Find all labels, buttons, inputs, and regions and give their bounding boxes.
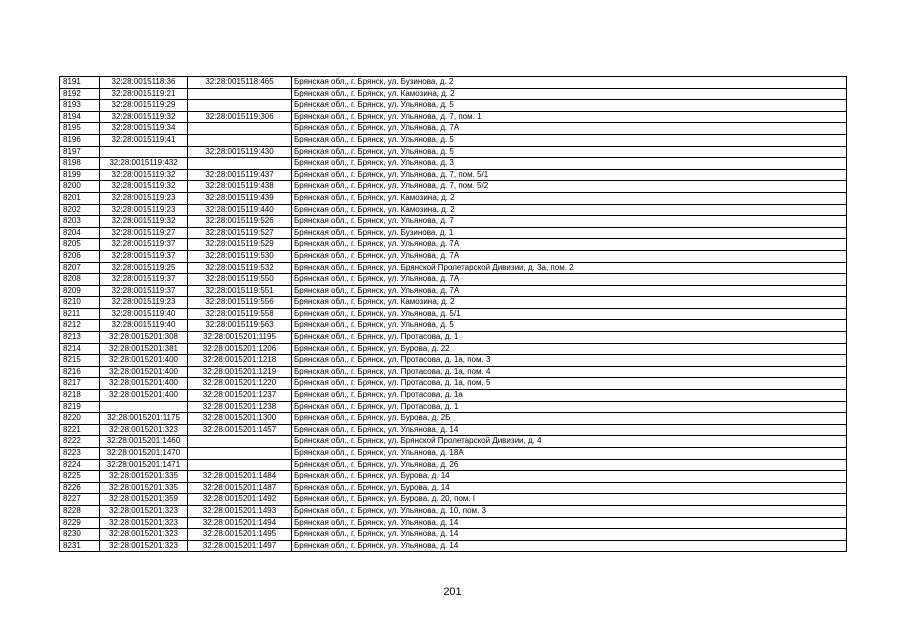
table-row bbox=[60, 471, 847, 483]
table-row bbox=[60, 424, 847, 436]
row-number-cell: 8209 bbox=[60, 285, 100, 297]
land-cadastral-number-cell: 32:28:0015119:37 bbox=[100, 285, 188, 297]
row-number-cell: 8196 bbox=[60, 134, 100, 146]
object-cadastral-number-cell: 32:28:0015119:306 bbox=[188, 111, 292, 123]
row-number-cell: 8201 bbox=[60, 192, 100, 204]
row-number-cell: 8226 bbox=[60, 482, 100, 494]
land-cadastral-number-cell: 32:28:0015201:1471 bbox=[100, 459, 188, 471]
row-number-cell: 8227 bbox=[60, 494, 100, 506]
object-cadastral-number-cell: 32:28:0015119:558 bbox=[188, 308, 292, 320]
land-cadastral-number-cell: 32:28:0015201:1460 bbox=[100, 436, 188, 448]
land-cadastral-number-cell: 32:28:0015201:323 bbox=[100, 517, 188, 529]
object-cadastral-number-cell: 32:28:0015201:1497 bbox=[188, 540, 292, 552]
object-cadastral-number-cell: 32:28:0015201:1484 bbox=[188, 471, 292, 483]
address-cell: Брянская обл., г. Брянск, ул. Ульянова, д. 14 bbox=[292, 529, 847, 541]
registry-table-body bbox=[60, 77, 847, 552]
address-cell: Брянская обл., г. Брянск, ул. Протасова, д. 1а bbox=[292, 390, 847, 402]
land-cadastral-number-cell: 32:28:0015201:400 bbox=[100, 378, 188, 390]
table-row bbox=[60, 146, 847, 158]
row-number-cell: 8222 bbox=[60, 436, 100, 448]
object-cadastral-number-cell: 32:28:0015118:465 bbox=[188, 77, 292, 89]
object-cadastral-number-cell: 32:28:0015201:1487 bbox=[188, 482, 292, 494]
object-cadastral-number-cell: 32:28:0015119:563 bbox=[188, 320, 292, 332]
address-cell: Брянская обл., г. Брянск, ул. Ульянова, д. 7, пом. 1 bbox=[292, 111, 847, 123]
object-cadastral-number-cell: 32:28:0015201:1300 bbox=[188, 413, 292, 425]
address-cell: Брянская обл., г. Брянск, ул. Протасова, д. 1а, пом. 4 bbox=[292, 366, 847, 378]
object-cadastral-number-cell bbox=[188, 123, 292, 135]
object-cadastral-number-cell: 32:28:0015201:1494 bbox=[188, 517, 292, 529]
object-cadastral-number-cell bbox=[188, 158, 292, 170]
object-cadastral-number-cell: 32:28:0015119:437 bbox=[188, 169, 292, 181]
row-number-cell: 8223 bbox=[60, 448, 100, 460]
land-cadastral-number-cell: 32:28:0015201:335 bbox=[100, 471, 188, 483]
address-cell: Брянская обл., г. Брянск, ул. Ульянова, д. 7 bbox=[292, 216, 847, 228]
table-row bbox=[60, 540, 847, 552]
address-cell: Брянская обл., г. Брянск, ул. Протасова, д. 1а, пом. 5 bbox=[292, 378, 847, 390]
table-row bbox=[60, 181, 847, 193]
land-cadastral-number-cell bbox=[100, 146, 188, 158]
table-row bbox=[60, 482, 847, 494]
table-row bbox=[60, 274, 847, 286]
row-number-cell: 8195 bbox=[60, 123, 100, 135]
address-cell: Брянская обл., г. Брянск, ул. Ульянова, д. 5 bbox=[292, 134, 847, 146]
row-number-cell: 8206 bbox=[60, 250, 100, 262]
row-number-cell: 8217 bbox=[60, 378, 100, 390]
land-cadastral-number-cell: 32:28:0015119:37 bbox=[100, 250, 188, 262]
address-cell: Брянская обл., г. Брянск, ул. Ульянова, д. 7А bbox=[292, 285, 847, 297]
registry-table bbox=[59, 76, 847, 552]
row-number-cell: 8225 bbox=[60, 471, 100, 483]
object-cadastral-number-cell: 32:28:0015201:1237 bbox=[188, 390, 292, 402]
land-cadastral-number-cell: 32:28:0015201:335 bbox=[100, 482, 188, 494]
table-row bbox=[60, 285, 847, 297]
land-cadastral-number-cell bbox=[100, 401, 188, 413]
table-row bbox=[60, 216, 847, 228]
land-cadastral-number-cell: 32:28:0015119:40 bbox=[100, 308, 188, 320]
table-row bbox=[60, 88, 847, 100]
object-cadastral-number-cell: 32:28:0015119:439 bbox=[188, 192, 292, 204]
land-cadastral-number-cell: 32:28:0015119:41 bbox=[100, 134, 188, 146]
table-row bbox=[60, 378, 847, 390]
row-number-cell: 8211 bbox=[60, 308, 100, 320]
address-cell: Брянская обл., г. Брянск, ул. Бурова, д. 22 bbox=[292, 343, 847, 355]
land-cadastral-number-cell: 32:28:0015201:308 bbox=[100, 332, 188, 344]
row-number-cell: 8218 bbox=[60, 390, 100, 402]
object-cadastral-number-cell: 32:28:0015119:556 bbox=[188, 297, 292, 309]
address-cell: Брянская обл., г. Брянск, ул. Брянской Пролетарской Дивизии, д. 4 bbox=[292, 436, 847, 448]
table-row bbox=[60, 297, 847, 309]
address-cell: Брянская обл., г. Брянск, ул. Бурова, д. 2Б bbox=[292, 413, 847, 425]
address-cell: Брянская обл., г. Брянск, ул. Ульянова, д. 18А bbox=[292, 448, 847, 460]
table-row bbox=[60, 262, 847, 274]
object-cadastral-number-cell: 32:28:0015119:526 bbox=[188, 216, 292, 228]
row-number-cell: 8194 bbox=[60, 111, 100, 123]
address-cell: Брянская обл., г. Брянск, ул. Протасова, д. 1 bbox=[292, 332, 847, 344]
address-cell: Брянская обл., г. Брянск, ул. Брянской Пролетарской Дивизии, д. 3а, пом. 2 bbox=[292, 262, 847, 274]
land-cadastral-number-cell: 32:28:0015119:27 bbox=[100, 227, 188, 239]
address-cell: Брянская обл., г. Брянск, ул. Ульянова, д. 5 bbox=[292, 320, 847, 332]
object-cadastral-number-cell: 32:28:0015201:1493 bbox=[188, 505, 292, 517]
land-cadastral-number-cell: 32:28:0015119:25 bbox=[100, 262, 188, 274]
address-cell: Брянская обл., г. Брянск, ул. Бурова, д. 14 bbox=[292, 482, 847, 494]
table-row bbox=[60, 169, 847, 181]
address-cell: Брянская обл., г. Брянск, ул. Ульянова, д. 14 bbox=[292, 424, 847, 436]
object-cadastral-number-cell: 32:28:0015119:551 bbox=[188, 285, 292, 297]
object-cadastral-number-cell: 32:28:0015119:530 bbox=[188, 250, 292, 262]
page-number: 201 bbox=[443, 586, 462, 598]
table-row bbox=[60, 355, 847, 367]
address-cell: Брянская обл., г. Брянск, ул. Бурова, д. 14 bbox=[292, 471, 847, 483]
table-row bbox=[60, 77, 847, 89]
address-cell: Брянская обл., г. Брянск, ул. Ульянова, д. 10, пом. 3 bbox=[292, 505, 847, 517]
address-cell: Брянская обл., г. Брянск, ул. Камозина, д. 2 bbox=[292, 192, 847, 204]
row-number-cell: 8191 bbox=[60, 77, 100, 89]
row-number-cell: 8202 bbox=[60, 204, 100, 216]
row-number-cell: 8197 bbox=[60, 146, 100, 158]
address-cell: Брянская обл., г. Брянск, ул. Ульянова, д. 7, пом. 5/2 bbox=[292, 181, 847, 193]
row-number-cell: 8208 bbox=[60, 274, 100, 286]
table-row bbox=[60, 134, 847, 146]
object-cadastral-number-cell: 32:28:0015119:430 bbox=[188, 146, 292, 158]
row-number-cell: 8214 bbox=[60, 343, 100, 355]
address-cell: Брянская обл., г. Брянск, ул. Ульянова, д. 14 bbox=[292, 517, 847, 529]
address-cell: Брянская обл., г. Брянск, ул. Бурова, д. 20, пом. I bbox=[292, 494, 847, 506]
table-row bbox=[60, 111, 847, 123]
object-cadastral-number-cell: 32:28:0015119:532 bbox=[188, 262, 292, 274]
object-cadastral-number-cell bbox=[188, 100, 292, 112]
table-row bbox=[60, 448, 847, 460]
object-cadastral-number-cell: 32:28:0015119:438 bbox=[188, 181, 292, 193]
row-number-cell: 8219 bbox=[60, 401, 100, 413]
address-cell: Брянская обл., г. Брянск, ул. Ульянова, д. 7А bbox=[292, 274, 847, 286]
object-cadastral-number-cell: 32:28:0015119:440 bbox=[188, 204, 292, 216]
land-cadastral-number-cell: 32:28:0015201:1175 bbox=[100, 413, 188, 425]
object-cadastral-number-cell bbox=[188, 134, 292, 146]
table-row bbox=[60, 308, 847, 320]
address-cell: Брянская обл., г. Брянск, ул. Камозина, д. 2 bbox=[292, 297, 847, 309]
table-row bbox=[60, 239, 847, 251]
table-row bbox=[60, 529, 847, 541]
land-cadastral-number-cell: 32:28:0015201:1470 bbox=[100, 448, 188, 460]
table-row bbox=[60, 413, 847, 425]
address-cell: Брянская обл., г. Брянск, ул. Ульянова, д. 5 bbox=[292, 146, 847, 158]
address-cell: Брянская обл., г. Брянск, ул. Ульянова, д. 3 bbox=[292, 158, 847, 170]
address-cell: Брянская обл., г. Брянск, ул. Бузинова, д. 2 bbox=[292, 77, 847, 89]
object-cadastral-number-cell: 32:28:0015201:1219 bbox=[188, 366, 292, 378]
land-cadastral-number-cell: 32:28:0015119:21 bbox=[100, 88, 188, 100]
land-cadastral-number-cell: 32:28:0015119:23 bbox=[100, 297, 188, 309]
land-cadastral-number-cell: 32:28:0015201:400 bbox=[100, 390, 188, 402]
land-cadastral-number-cell: 32:28:0015119:23 bbox=[100, 192, 188, 204]
land-cadastral-number-cell: 32:28:0015118:36 bbox=[100, 77, 188, 89]
object-cadastral-number-cell: 32:28:0015201:1195 bbox=[188, 332, 292, 344]
address-cell: Брянская обл., г. Брянск, ул. Ульянова, д. 7, пом. 5/1 bbox=[292, 169, 847, 181]
table-row bbox=[60, 227, 847, 239]
row-number-cell: 8230 bbox=[60, 529, 100, 541]
object-cadastral-number-cell bbox=[188, 436, 292, 448]
table-row bbox=[60, 158, 847, 170]
object-cadastral-number-cell: 32:28:0015119:529 bbox=[188, 239, 292, 251]
address-cell: Брянская обл., г. Брянск, ул. Ульянова, д. 7А bbox=[292, 239, 847, 251]
land-cadastral-number-cell: 32:28:0015119:34 bbox=[100, 123, 188, 135]
row-number-cell: 8215 bbox=[60, 355, 100, 367]
land-cadastral-number-cell: 32:28:0015119:29 bbox=[100, 100, 188, 112]
row-number-cell: 8198 bbox=[60, 158, 100, 170]
table-row bbox=[60, 332, 847, 344]
row-number-cell: 8229 bbox=[60, 517, 100, 529]
row-number-cell: 8221 bbox=[60, 424, 100, 436]
row-number-cell: 8220 bbox=[60, 413, 100, 425]
object-cadastral-number-cell bbox=[188, 88, 292, 100]
row-number-cell: 8231 bbox=[60, 540, 100, 552]
land-cadastral-number-cell: 32:28:0015201:381 bbox=[100, 343, 188, 355]
object-cadastral-number-cell: 32:28:0015119:527 bbox=[188, 227, 292, 239]
object-cadastral-number-cell: 32:28:0015201:1218 bbox=[188, 355, 292, 367]
land-cadastral-number-cell: 32:28:0015119:32 bbox=[100, 181, 188, 193]
table-row bbox=[60, 123, 847, 135]
address-cell: Брянская обл., г. Брянск, ул. Ульянова, д. 7А bbox=[292, 250, 847, 262]
object-cadastral-number-cell: 32:28:0015201:1492 bbox=[188, 494, 292, 506]
row-number-cell: 8228 bbox=[60, 505, 100, 517]
land-cadastral-number-cell: 32:28:0015119:23 bbox=[100, 204, 188, 216]
address-cell: Брянская обл., г. Брянск, ул. Протасова, д. 1 bbox=[292, 401, 847, 413]
land-cadastral-number-cell: 32:28:0015201:323 bbox=[100, 505, 188, 517]
land-cadastral-number-cell: 32:28:0015119:37 bbox=[100, 239, 188, 251]
table-row bbox=[60, 401, 847, 413]
land-cadastral-number-cell: 32:28:0015119:32 bbox=[100, 216, 188, 228]
object-cadastral-number-cell: 32:28:0015201:1238 bbox=[188, 401, 292, 413]
row-number-cell: 8213 bbox=[60, 332, 100, 344]
address-cell: Брянская обл., г. Брянск, ул. Протасова, д. 1а, пом. 3 bbox=[292, 355, 847, 367]
address-cell: Брянская обл., г. Брянск, ул. Камозина, д. 2 bbox=[292, 204, 847, 216]
address-cell: Брянская обл., г. Брянск, ул. Ульянова, д. 5/1 bbox=[292, 308, 847, 320]
table-row bbox=[60, 517, 847, 529]
address-cell: Брянская обл., г. Брянск, ул. Бузинова, д. 1 bbox=[292, 227, 847, 239]
table-row bbox=[60, 459, 847, 471]
address-cell: Брянская обл., г. Брянск, ул. Камозина, д. 2 bbox=[292, 88, 847, 100]
land-cadastral-number-cell: 32:28:0015119:40 bbox=[100, 320, 188, 332]
land-cadastral-number-cell: 32:28:0015201:323 bbox=[100, 529, 188, 541]
address-cell: Брянская обл., г. Брянск, ул. Ульянова, д. 26 bbox=[292, 459, 847, 471]
table-row bbox=[60, 204, 847, 216]
land-cadastral-number-cell: 32:28:0015201:400 bbox=[100, 355, 188, 367]
row-number-cell: 8210 bbox=[60, 297, 100, 309]
row-number-cell: 8192 bbox=[60, 88, 100, 100]
row-number-cell: 8207 bbox=[60, 262, 100, 274]
table-row bbox=[60, 505, 847, 517]
table-row bbox=[60, 390, 847, 402]
object-cadastral-number-cell: 32:28:0015201:1457 bbox=[188, 424, 292, 436]
object-cadastral-number-cell: 32:28:0015201:1495 bbox=[188, 529, 292, 541]
land-cadastral-number-cell: 32:28:0015201:359 bbox=[100, 494, 188, 506]
table-row bbox=[60, 192, 847, 204]
table-row bbox=[60, 343, 847, 355]
object-cadastral-number-cell bbox=[188, 448, 292, 460]
address-cell: Брянская обл., г. Брянск, ул. Ульянова, д. 5 bbox=[292, 100, 847, 112]
address-cell: Брянская обл., г. Брянск, ул. Ульянова, д. 14 bbox=[292, 540, 847, 552]
land-cadastral-number-cell: 32:28:0015119:37 bbox=[100, 274, 188, 286]
row-number-cell: 8203 bbox=[60, 216, 100, 228]
address-cell: Брянская обл., г. Брянск, ул. Ульянова, д. 7А bbox=[292, 123, 847, 135]
object-cadastral-number-cell bbox=[188, 459, 292, 471]
row-number-cell: 8193 bbox=[60, 100, 100, 112]
table-row bbox=[60, 250, 847, 262]
object-cadastral-number-cell: 32:28:0015201:1206 bbox=[188, 343, 292, 355]
row-number-cell: 8224 bbox=[60, 459, 100, 471]
land-cadastral-number-cell: 32:28:0015201:323 bbox=[100, 540, 188, 552]
row-number-cell: 8205 bbox=[60, 239, 100, 251]
land-cadastral-number-cell: 32:28:0015201:323 bbox=[100, 424, 188, 436]
table-row bbox=[60, 436, 847, 448]
object-cadastral-number-cell: 32:28:0015201:1220 bbox=[188, 378, 292, 390]
table-row bbox=[60, 366, 847, 378]
table-row bbox=[60, 320, 847, 332]
object-cadastral-number-cell: 32:28:0015119:550 bbox=[188, 274, 292, 286]
land-cadastral-number-cell: 32:28:0015119:32 bbox=[100, 111, 188, 123]
land-cadastral-number-cell: 32:28:0015201:400 bbox=[100, 366, 188, 378]
row-number-cell: 8200 bbox=[60, 181, 100, 193]
row-number-cell: 8199 bbox=[60, 169, 100, 181]
row-number-cell: 8216 bbox=[60, 366, 100, 378]
table-row bbox=[60, 100, 847, 112]
table-row bbox=[60, 494, 847, 506]
row-number-cell: 8212 bbox=[60, 320, 100, 332]
land-cadastral-number-cell: 32:28:0015119:32 bbox=[100, 169, 188, 181]
row-number-cell: 8204 bbox=[60, 227, 100, 239]
land-cadastral-number-cell: 32:28:0015119:432 bbox=[100, 158, 188, 170]
